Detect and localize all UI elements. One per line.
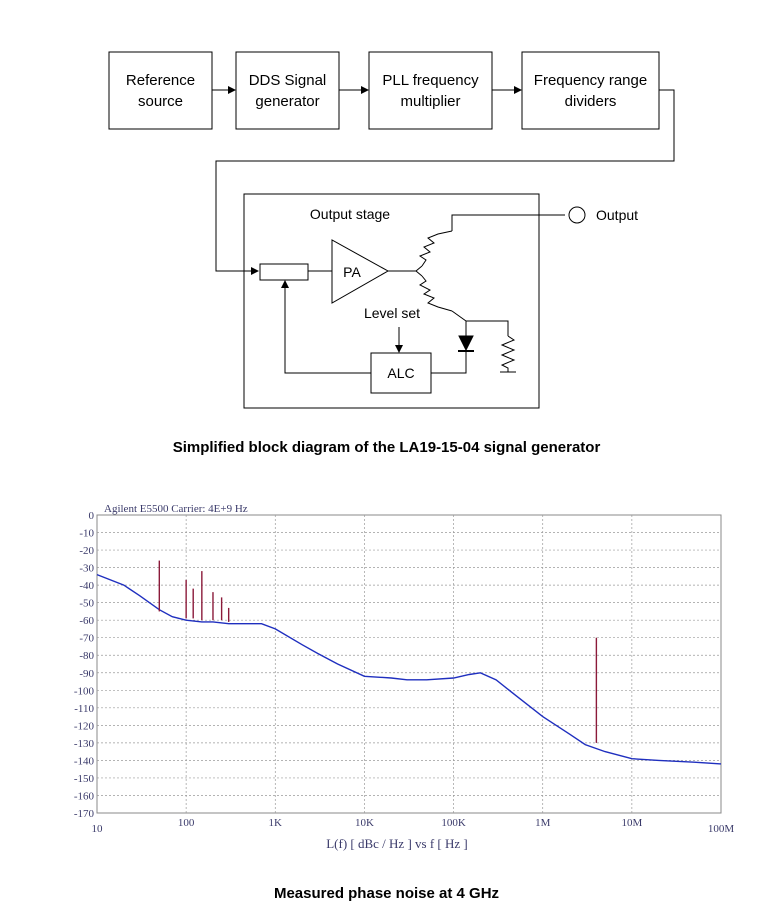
pll-block — [369, 52, 492, 129]
y-tick-label: -70 — [79, 632, 94, 645]
alc-feedback-arrow — [285, 281, 371, 373]
y-tick-label: -130 — [73, 737, 94, 750]
level-set-label: Level set — [363, 305, 421, 321]
alc-label: ALC — [387, 365, 415, 381]
dividers-label-1: Frequency range — [533, 72, 648, 89]
y-tick-label: -150 — [73, 772, 94, 785]
x-axis-label: L(f) [ dBc / Hz ] vs f [ Hz ] — [326, 836, 468, 851]
x-tick-label: 10M — [621, 817, 643, 829]
plot-caption: Measured phase noise at 4 GHz — [273, 885, 500, 902]
y-tick-label: -30 — [79, 562, 94, 575]
dividers-block — [522, 52, 659, 129]
plot-area — [97, 515, 721, 813]
phase-noise-plot — [0, 490, 773, 860]
y-tick-label: -110 — [74, 702, 94, 715]
y-tick-label: -40 — [79, 580, 94, 593]
dividers-label-2: dividers — [564, 93, 617, 110]
x-tick-label: 1K — [268, 817, 283, 829]
x-tick-labels — [92, 817, 735, 835]
pa-label: PA — [343, 264, 361, 280]
y-tick-label: -120 — [73, 720, 94, 733]
reference-label-1: Reference — [125, 72, 196, 89]
output-terminal — [569, 207, 585, 223]
x-tick-label: 1M — [535, 817, 551, 829]
pll-label-1: PLL frequency — [382, 72, 479, 89]
x-tick-label: 10K — [354, 817, 374, 829]
attenuator-box — [260, 264, 308, 280]
x-tick-label: 100 — [177, 817, 195, 829]
dds-label-1: DDS Signal — [248, 72, 327, 89]
y-tick-labels — [74, 510, 95, 820]
x-tick-label: 10 — [91, 823, 103, 835]
output-label: Output — [596, 207, 639, 223]
y-tick-label: -60 — [79, 615, 94, 628]
x-tick-label: 100K — [441, 817, 466, 829]
y-tick-label: -90 — [79, 667, 94, 680]
y-tick-label: -100 — [73, 685, 94, 698]
pll-label-2: multiplier — [400, 93, 461, 110]
coupler-resistors — [416, 215, 565, 321]
y-tick-label: -170 — [73, 808, 94, 820]
output-stage-label: Output stage — [309, 206, 391, 222]
diagram-caption: Simplified block diagram of the LA19-15-04 signal generator — [172, 439, 601, 456]
reference-label-2: source — [137, 93, 184, 110]
plot-header: Agilent E5500 Carrier: 4E+9 Hz — [104, 503, 248, 515]
detector-diode — [459, 336, 473, 350]
y-tick-label: -140 — [73, 755, 94, 768]
y-tick-label: -80 — [79, 650, 94, 663]
load-resistor — [502, 336, 514, 372]
wire-to-load — [466, 321, 508, 336]
reference-source-block — [109, 52, 212, 129]
wire-diode-to-alc — [431, 351, 466, 373]
y-tick-label: -20 — [79, 545, 94, 558]
y-tick-label: -10 — [79, 527, 94, 540]
y-tick-label: 0 — [88, 510, 94, 522]
y-tick-label: -50 — [79, 597, 94, 610]
x-tick-label: 100M — [707, 823, 735, 835]
dds-label-2: generator — [255, 93, 320, 110]
dds-block — [236, 52, 339, 129]
y-tick-label: -160 — [73, 790, 94, 803]
